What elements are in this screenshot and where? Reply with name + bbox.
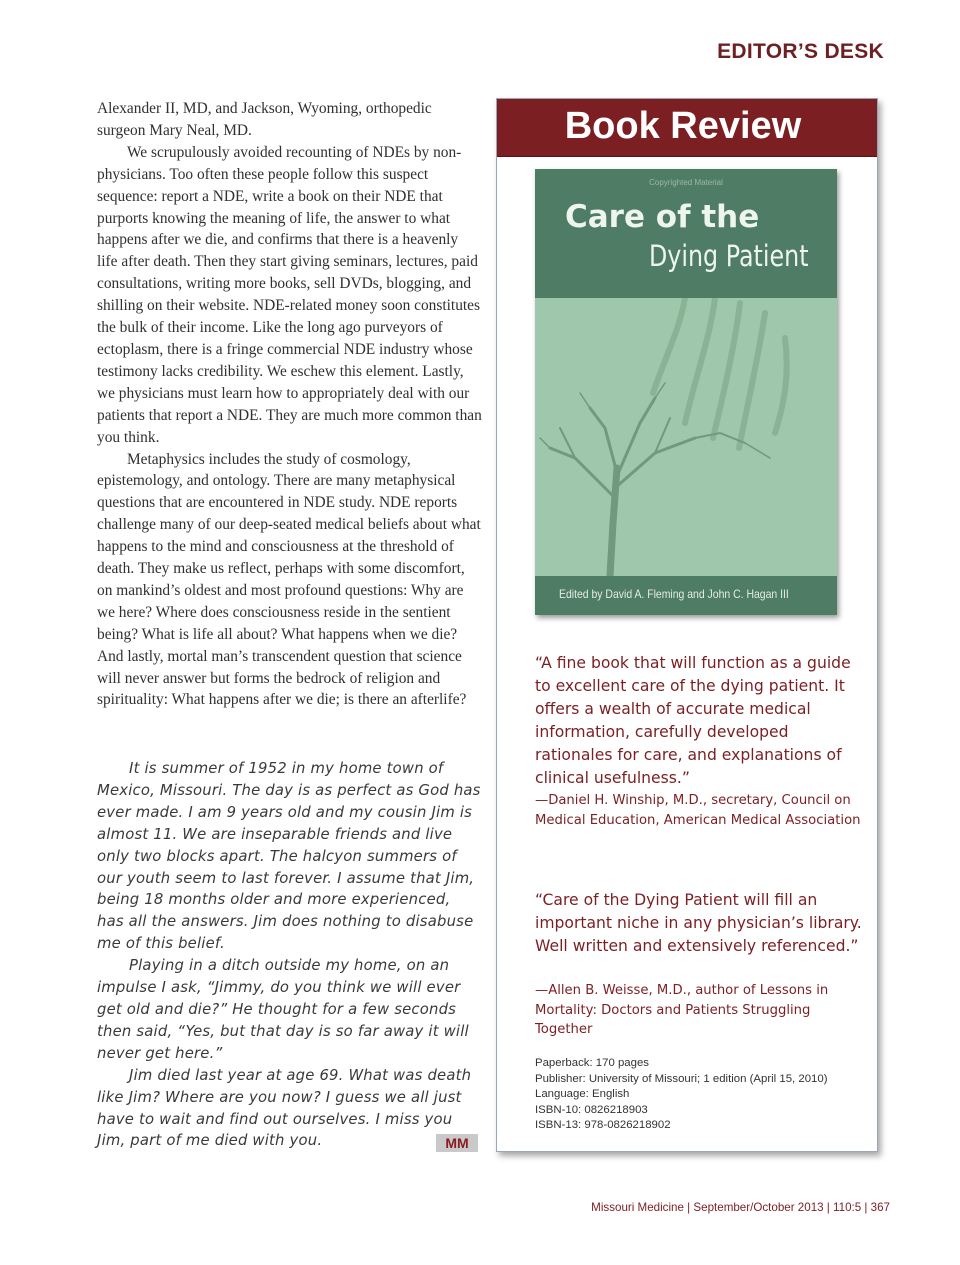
detail-value: 0826218903 xyxy=(584,1103,648,1116)
book-details xyxy=(535,1056,870,1134)
book-title-line2: Dying Patient xyxy=(649,239,809,273)
story-paragraph: Playing in a ditch outside my home, on an impulse I ask, “Jimmy, do you think we will ever get old and die?” He thought for a few seconds then said, “Yes, but that day is so far away it will never get here.” xyxy=(97,957,469,1062)
detail-label: Paperback: xyxy=(535,1057,593,1069)
detail-label: Language: xyxy=(535,1088,589,1101)
book-copyright-note: Copyrighted Material xyxy=(649,178,723,187)
detail-row xyxy=(535,1056,870,1072)
book-cover-bottom xyxy=(535,576,837,615)
article-body xyxy=(97,98,482,711)
story-paragraph: Jim died last year at age 69. What was death like Jim? Where are you now? I guess we all just have to wait and find out ourselves. I miss you Jim, part of me died with you. xyxy=(97,1066,472,1150)
sidebar-header xyxy=(497,99,877,157)
book-cover-artwork xyxy=(535,298,837,576)
detail-label: ISBN-13: xyxy=(535,1119,582,1132)
detail-row xyxy=(535,1118,870,1134)
body-paragraph: We scrupulously avoided recounting of NDEs by non-physicians. Too often these people follow this suspect sequence: report a NDE, write a book on their NDE that purports knowing the meaning of life, the answer to what happens after we die, and confirms that there is a heavenly life after death. Then they start giving seminars, lectures, paid consultations, writing more books, sell DVDs, blogging, and shilling on their website. NDE-related money soon constitutes the bulk of their income. Like the long ago purveyors of ectoplasm, there is a fringe commercial NDE industry whose testimony lacks credibility. We eschew this element. Lastly, we physicians must learn how to appropriately deal with our patients that report a NDE. They are much more common than you think. xyxy=(97,143,482,446)
detail-value: University of Missouri; 1 edition (April 15, 2010) xyxy=(588,1072,828,1085)
page-footer: Missouri Medicine | September/October 2013 | 110:5 | 367 xyxy=(591,1201,890,1214)
end-mark: MM xyxy=(436,1134,478,1152)
review-attribution-2: —Allen B. Weisse, M.D., author of Lessons in Mortality: Doctors and Patients Struggling Together xyxy=(535,983,829,1037)
review-attribution-1: —Daniel H. Winship, M.D., secretary, Council on Medical Education, American Medical Association xyxy=(535,793,861,828)
story-paragraph: It is summer of 1952 in my home town of Mexico, Missouri. The day is as perfect as God has ever made. I am 9 years old and my cousin Jim is almost 11. We are inseparable friends and live only two blocks apart. The halcyon summers of our youth seem to last forever. I assume that Jim, being 18 months older and more experienced, has all the answers. Jim does nothing to disabuse me of this belief. xyxy=(97,760,481,953)
personal-story xyxy=(97,758,482,1152)
detail-value: 978-0826218902 xyxy=(584,1119,671,1132)
detail-row xyxy=(535,1072,870,1088)
book-editors: Edited by David A. Fleming and John C. Hagan III xyxy=(559,587,789,601)
sidebar-title: Book Review xyxy=(564,105,802,147)
book-cover-top xyxy=(535,169,837,298)
body-paragraph: Alexander II, MD, and Jackson, Wyoming, orthopedic surgeon Mary Neal, MD. xyxy=(97,100,432,139)
book-cover xyxy=(535,169,837,615)
detail-row xyxy=(535,1103,870,1119)
review-quote-1: “A fine book that will function as a guide to excellent care of the dying patient. It offers a wealth of accurate medical information, carefully developed rationales for care, and explanations of clinical usefulness.” xyxy=(535,654,851,788)
detail-label: Publisher: xyxy=(535,1072,586,1085)
detail-label: ISBN-10: xyxy=(535,1103,582,1116)
detail-value: English xyxy=(592,1088,630,1101)
detail-row xyxy=(535,1087,870,1103)
book-title-line1: Care of the xyxy=(565,199,760,235)
review-quote-2: “Care of the Dying Patient will fill an important niche in any physician’s library. Well written and extensively referenced.” xyxy=(535,891,862,956)
detail-value: 170 pages xyxy=(595,1057,650,1069)
book-review-sidebar xyxy=(496,98,878,1152)
section-label: EDITOR’S DESK xyxy=(717,40,884,63)
body-paragraph: Metaphysics includes the study of cosmology, epistemology, and ontology. There are many metaphysical questions that are encountered in NDE study. NDE reports challenge many of our deep-seated medical beliefs about what happens to the mind and consciousness at the threshold of death. They make us reflect, perhaps with some discomfort, on mankind’s oldest and most profound questions: Why are we here? Where does consciousness reside in the sentient being? What is life all about? What happens when we die? And lastly, mortal man’s transcendent question that science will never answer but forms the bedrock of religion and spirituality: What happens after we die; is there an afterlife? xyxy=(97,450,481,709)
